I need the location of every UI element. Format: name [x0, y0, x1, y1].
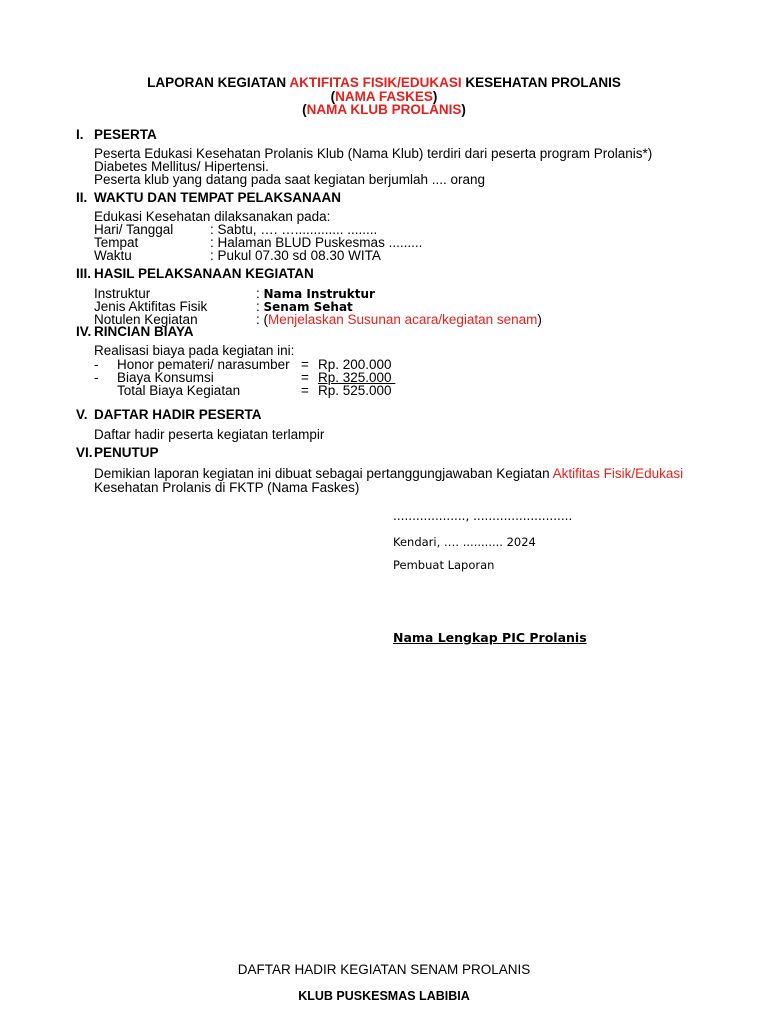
footer-title: DAFTAR HADIR KEGIATAN SENAM PROLANIS — [237, 962, 531, 977]
hasil-row-value: : (Menjelaskan Susunan acara/kegiatan senam) — [256, 312, 542, 327]
biaya-eq: = — [301, 383, 309, 398]
waktu-intro: Edukasi Kesehatan dilaksanakan pada: — [94, 209, 331, 224]
daftar-hadir-text: Daftar hadir peserta kegiatan terlampir — [94, 427, 325, 442]
waktu-row-value: : Sabtu, …. …............. ........ — [210, 222, 378, 237]
activity-type: AKTIFITAS FISIK/EDUKASI — [289, 75, 462, 90]
biaya-intro: Realisasi biaya pada kegiatan ini: — [94, 343, 295, 358]
report-title-line1: LAPORAN KEGIATAN AKTIFITAS FISIK/EDUKASI KESEHATAN PROLANIS — [147, 75, 621, 90]
hasil-row-label: Notulen Kegiatan — [94, 312, 198, 327]
biaya-dash: - — [94, 370, 99, 385]
waktu-row-label: Tempat — [94, 235, 139, 250]
signature-dots: ..................., .......................... — [393, 509, 573, 523]
waktu-row-label: Hari/ Tanggal — [94, 222, 174, 237]
penutup-paragraph-2: Kesehatan Prolanis di FKTP (Nama Faskes) — [94, 480, 360, 495]
peserta-paragraph-1: Peserta Edukasi Kesehatan Prolanis Klub (Nama Klub) terdiri dari peserta program Prolanis*) — [94, 146, 653, 161]
faskes-name: (NAMA FASKES) — [330, 89, 438, 104]
hasil-row-value: : Nama Instruktur — [256, 286, 375, 301]
signature-role: Pembuat Laporan — [393, 558, 495, 572]
signature-name: Nama Lengkap PIC Prolanis — [393, 630, 587, 645]
biaya-total-label: Total Biaya Kegiatan — [117, 383, 241, 398]
hasil-row-value: : Senam Sehat — [256, 299, 353, 314]
biaya-label: Biaya Konsumsi — [117, 370, 214, 385]
biaya-eq: = — [301, 357, 309, 372]
biaya-value: Rp. 200.000 — [318, 357, 392, 372]
signature-place-date: Kendari, …. ........... 2024 — [393, 535, 536, 549]
penutup-paragraph-1: Demikian laporan kegiatan ini dibuat sebagai pertanggungjawaban Kegiatan Aktifitas Fisik/Edukasi — [94, 466, 684, 481]
section-waktu-heading: II. WAKTU DAN TEMPAT PELAKSANAAN — [76, 190, 341, 205]
klub-name: (NAMA KLUB PROLANIS) — [302, 102, 466, 117]
hasil-row-label: Jenis Aktifitas Fisik — [94, 299, 208, 314]
waktu-row-value: : Pukul 07.30 sd 08.30 WITA — [210, 248, 381, 263]
biaya-total-value: Rp. 525.000 — [318, 383, 392, 398]
peserta-paragraph-2: Diabetes Mellitus/ Hipertensi. — [94, 159, 269, 174]
hasil-row-label: Instruktur — [94, 286, 151, 301]
section-penutup-heading: VI.PENUTUP — [76, 445, 159, 460]
biaya-value: Rp. 325.000 — [318, 370, 396, 385]
peserta-paragraph-3: Peserta klub yang datang pada saat kegiatan berjumlah .... orang — [94, 172, 486, 187]
section-daftar-hadir-heading: V. DAFTAR HADIR PESERTA — [76, 407, 262, 422]
biaya-eq: = — [301, 370, 309, 385]
waktu-row-value: : Halaman BLUD Puskesmas ......... — [210, 235, 423, 250]
waktu-row-label: Waktu — [94, 248, 132, 263]
biaya-dash: - — [94, 357, 99, 372]
section-hasil-heading: III. HASIL PELAKSANAAN KEGIATAN — [76, 266, 314, 281]
section-peserta-heading: I. PESERTA — [76, 127, 157, 142]
biaya-label: Honor pemateri/ narasumber — [117, 357, 290, 372]
section-biaya-heading: IV. RINCIAN BIAYA — [76, 324, 194, 339]
footer-subtitle: KLUB PUSKESMAS LABIBIA — [298, 989, 470, 1003]
